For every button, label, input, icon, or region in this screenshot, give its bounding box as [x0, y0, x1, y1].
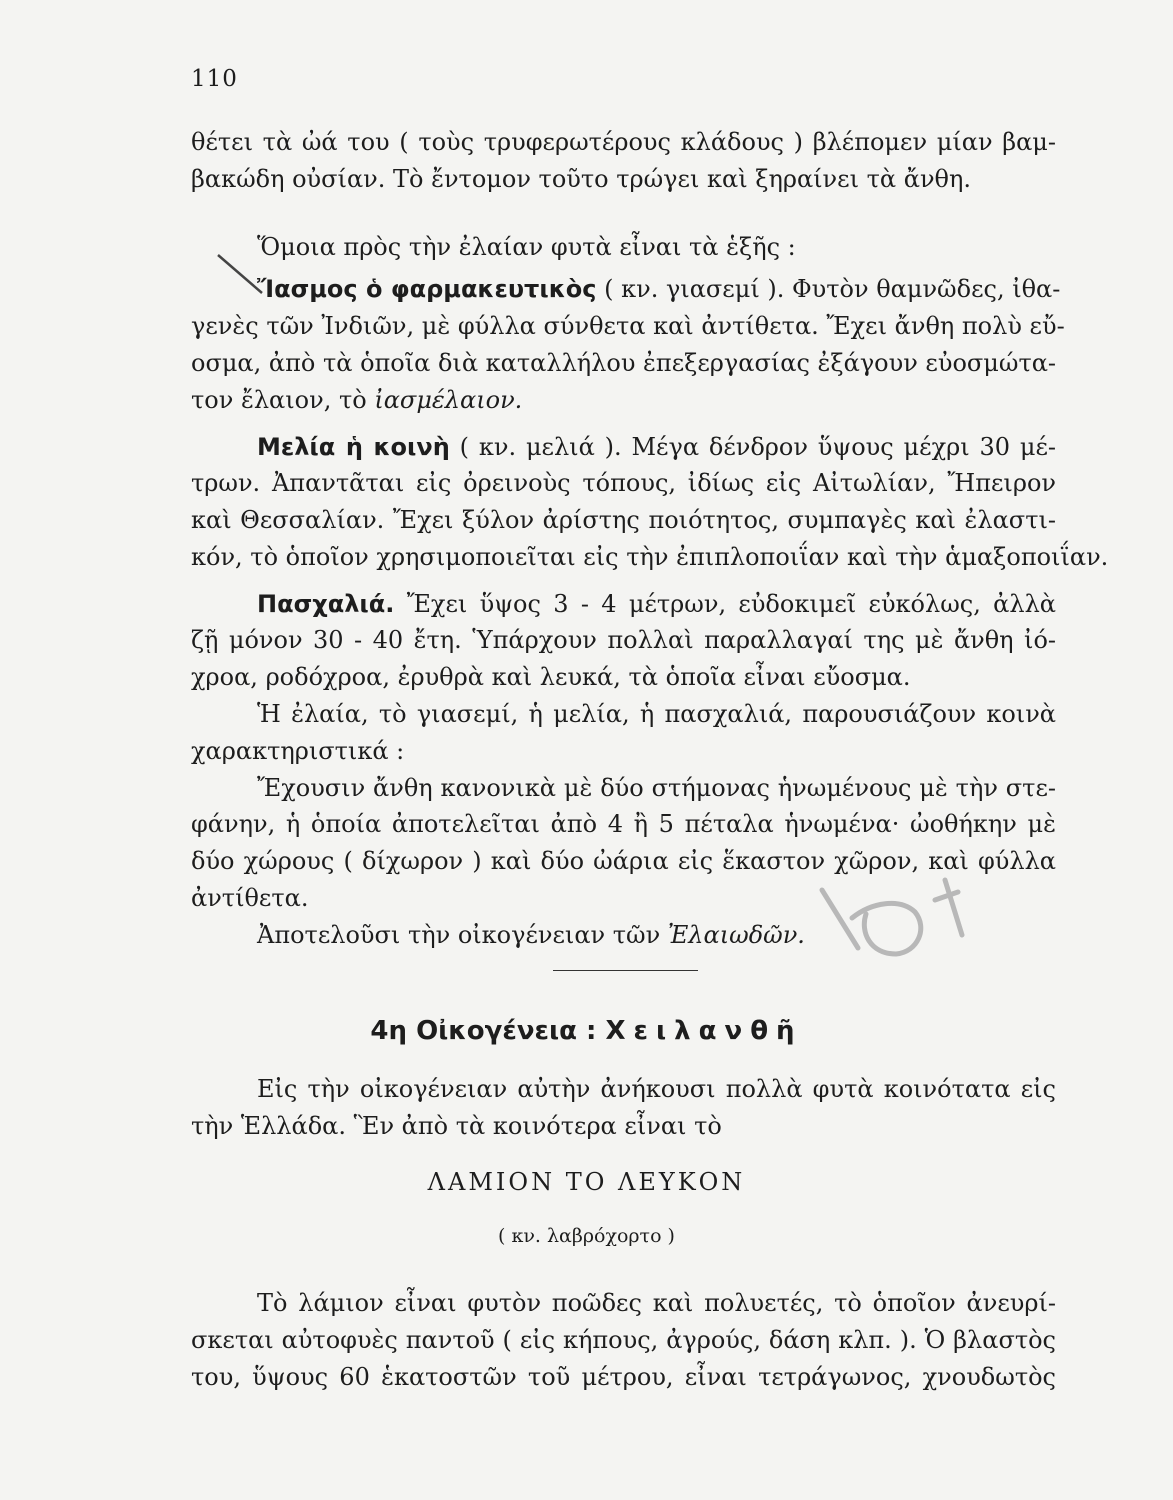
text-line: θέτει τὰ ὠά του ( τοὺς τρυφερωτέρους κλάδους ) βλέπομεν μίαν βαμ- — [191, 128, 1056, 156]
plant-subtitle: ( κν. λαβρόχορτο ) — [498, 1225, 675, 1247]
italic-term: Ἐλαιωδῶν. — [667, 921, 805, 949]
pencil-scribble — [822, 880, 962, 954]
page-number: 110 — [191, 66, 238, 92]
text-span: Ἔχει ὕψος 3 - 4 μέτρων, εὐδοκιμεῖ εὐκόλως, ἀλλὰ — [394, 590, 1056, 618]
term-paschalia: Πασχαλιά. — [257, 590, 395, 618]
text-line: βακώδη οὐσίαν. Τὸ ἔντομον τοῦτο τρώγει καὶ ξηραίνει τὰ ἄνθη. — [191, 165, 971, 193]
text-line: χαρακτηριστικά : — [191, 737, 405, 765]
text-line: τρων. Ἀπαντᾶται εἰς ὀρεινοὺς τόπους, ἰδίως εἰς Αἰτωλίαν, Ἤπειρον — [191, 469, 1056, 497]
text-line: δύο χώρους ( δίχωρον ) καὶ δύο ὠάρια εἰς ἕκαστον χῶρον, καὶ φύλλα — [191, 847, 1056, 875]
text-line: γενὲς τῶν Ἰνδιῶν, μὲ φύλλα σύνθετα καὶ ἀντίθετα. Ἔχει ἄνθη πολὺ εὔ- — [191, 312, 1065, 340]
text-line: Ἡ ἐλαία, τὸ γιασεμί, ἡ μελία, ἡ πασχαλιά, παρουσιάζουν κοινὰ — [257, 700, 1056, 728]
term-jasmine: Ἴασμος ὁ φαρμακευτικὸς — [257, 275, 597, 303]
text-line: ζῇ μόνον 30 - 40 ἔτη. Ὑπάρχουν πολλαὶ παραλλαγαί της μὲ ἄνθη ἰό- — [191, 626, 1056, 654]
family-heading-name: Χειλανθῆ — [605, 1016, 803, 1046]
text-line: τὴν Ἑλλάδα. Ἓν ἀπὸ τὰ κοινότερα εἶναι τὸ — [191, 1112, 722, 1140]
text-line: Τὸ λάμιον εἶναι φυτὸν ποῶδες καὶ πολυετές, τὸ ὁποῖον ἀνευρί- — [257, 1289, 1056, 1317]
text-line: του, ὕψους 60 ἑκατοστῶν τοῦ μέτρου, εἶναι τετράγωνος, χνουδωτὸς — [191, 1363, 1056, 1391]
text-line: καὶ Θεσσαλίαν. Ἔχει ξύλον ἀρίστης ποιότητος, συμπαγὲς καὶ ἐλαστι- — [191, 506, 1056, 534]
text-line: Ἔχουσιν ἄνθη κανονικὰ μὲ δύο στήμονας ἡνωμένους μὲ τὴν στε- — [257, 774, 1056, 802]
family-heading-prefix: 4η Οἰκογένεια : — [370, 1016, 606, 1046]
text-span: ( κν. μελιά ). Μέγα δένδρον ὕψους μέχρι 30 μέ- — [449, 433, 1057, 461]
italic-term: ἰασμέλαιον. — [374, 386, 523, 414]
text-span: τον ἔλαιον, τὸ — [191, 386, 375, 414]
text-line: σκεται αὐτοφυὲς παντοῦ ( εἰς κήπους, ἀγρούς, δάση κλπ. ). Ὁ βλαστὸς — [191, 1326, 1056, 1354]
text-line: ἀντίθετα. — [191, 884, 309, 912]
text-span: Ἀποτελοῦσι τὴν οἰκογένειαν τῶν — [257, 921, 668, 949]
plant-title: ΛΑΜΙΟΝ ΤΟ ΛΕΥΚΟΝ — [427, 1168, 746, 1196]
pencil-tick-mark — [218, 255, 262, 293]
term-melia: Μελία ἡ κοινὴ — [257, 433, 450, 461]
text-line: οσμα, ἀπὸ τὰ ὁποῖα διὰ καταλλήλου ἐπεξεργασίας ἐξάγουν εὐοσμώτα- — [191, 349, 1057, 377]
text-line: Ὅμοια πρὸς τὴν ἐλαίαν φυτὰ εἶναι τὰ ἑξῆς : — [257, 233, 796, 261]
text-line: κόν, τὸ ὁποῖον χρησιμοποιεῖται εἰς τὴν ἐπιπλοποιΐαν καὶ τὴν ἁμαξοποιΐαν. — [191, 543, 1109, 571]
text-line: χροα, ροδόχροα, ἐρυθρὰ καὶ λευκά, τὰ ὁποῖα εἶναι εὔοσμα. — [191, 663, 911, 691]
text-line: φάνην, ἡ ὁποία ἀποτελεῖται ἀπὸ 4 ἢ 5 πέταλα ἡνωμένα· ὠοθήκην μὲ — [191, 810, 1056, 838]
text-span: ( κν. γιασεμί ). Φυτὸν θαμνῶδες, ἰθα- — [596, 275, 1061, 303]
text-line: Εἰς τὴν οἰκογένειαν αὐτὴν ἀνήκουσι πολλὰ φυτὰ κοινότατα εἰς — [257, 1075, 1056, 1103]
